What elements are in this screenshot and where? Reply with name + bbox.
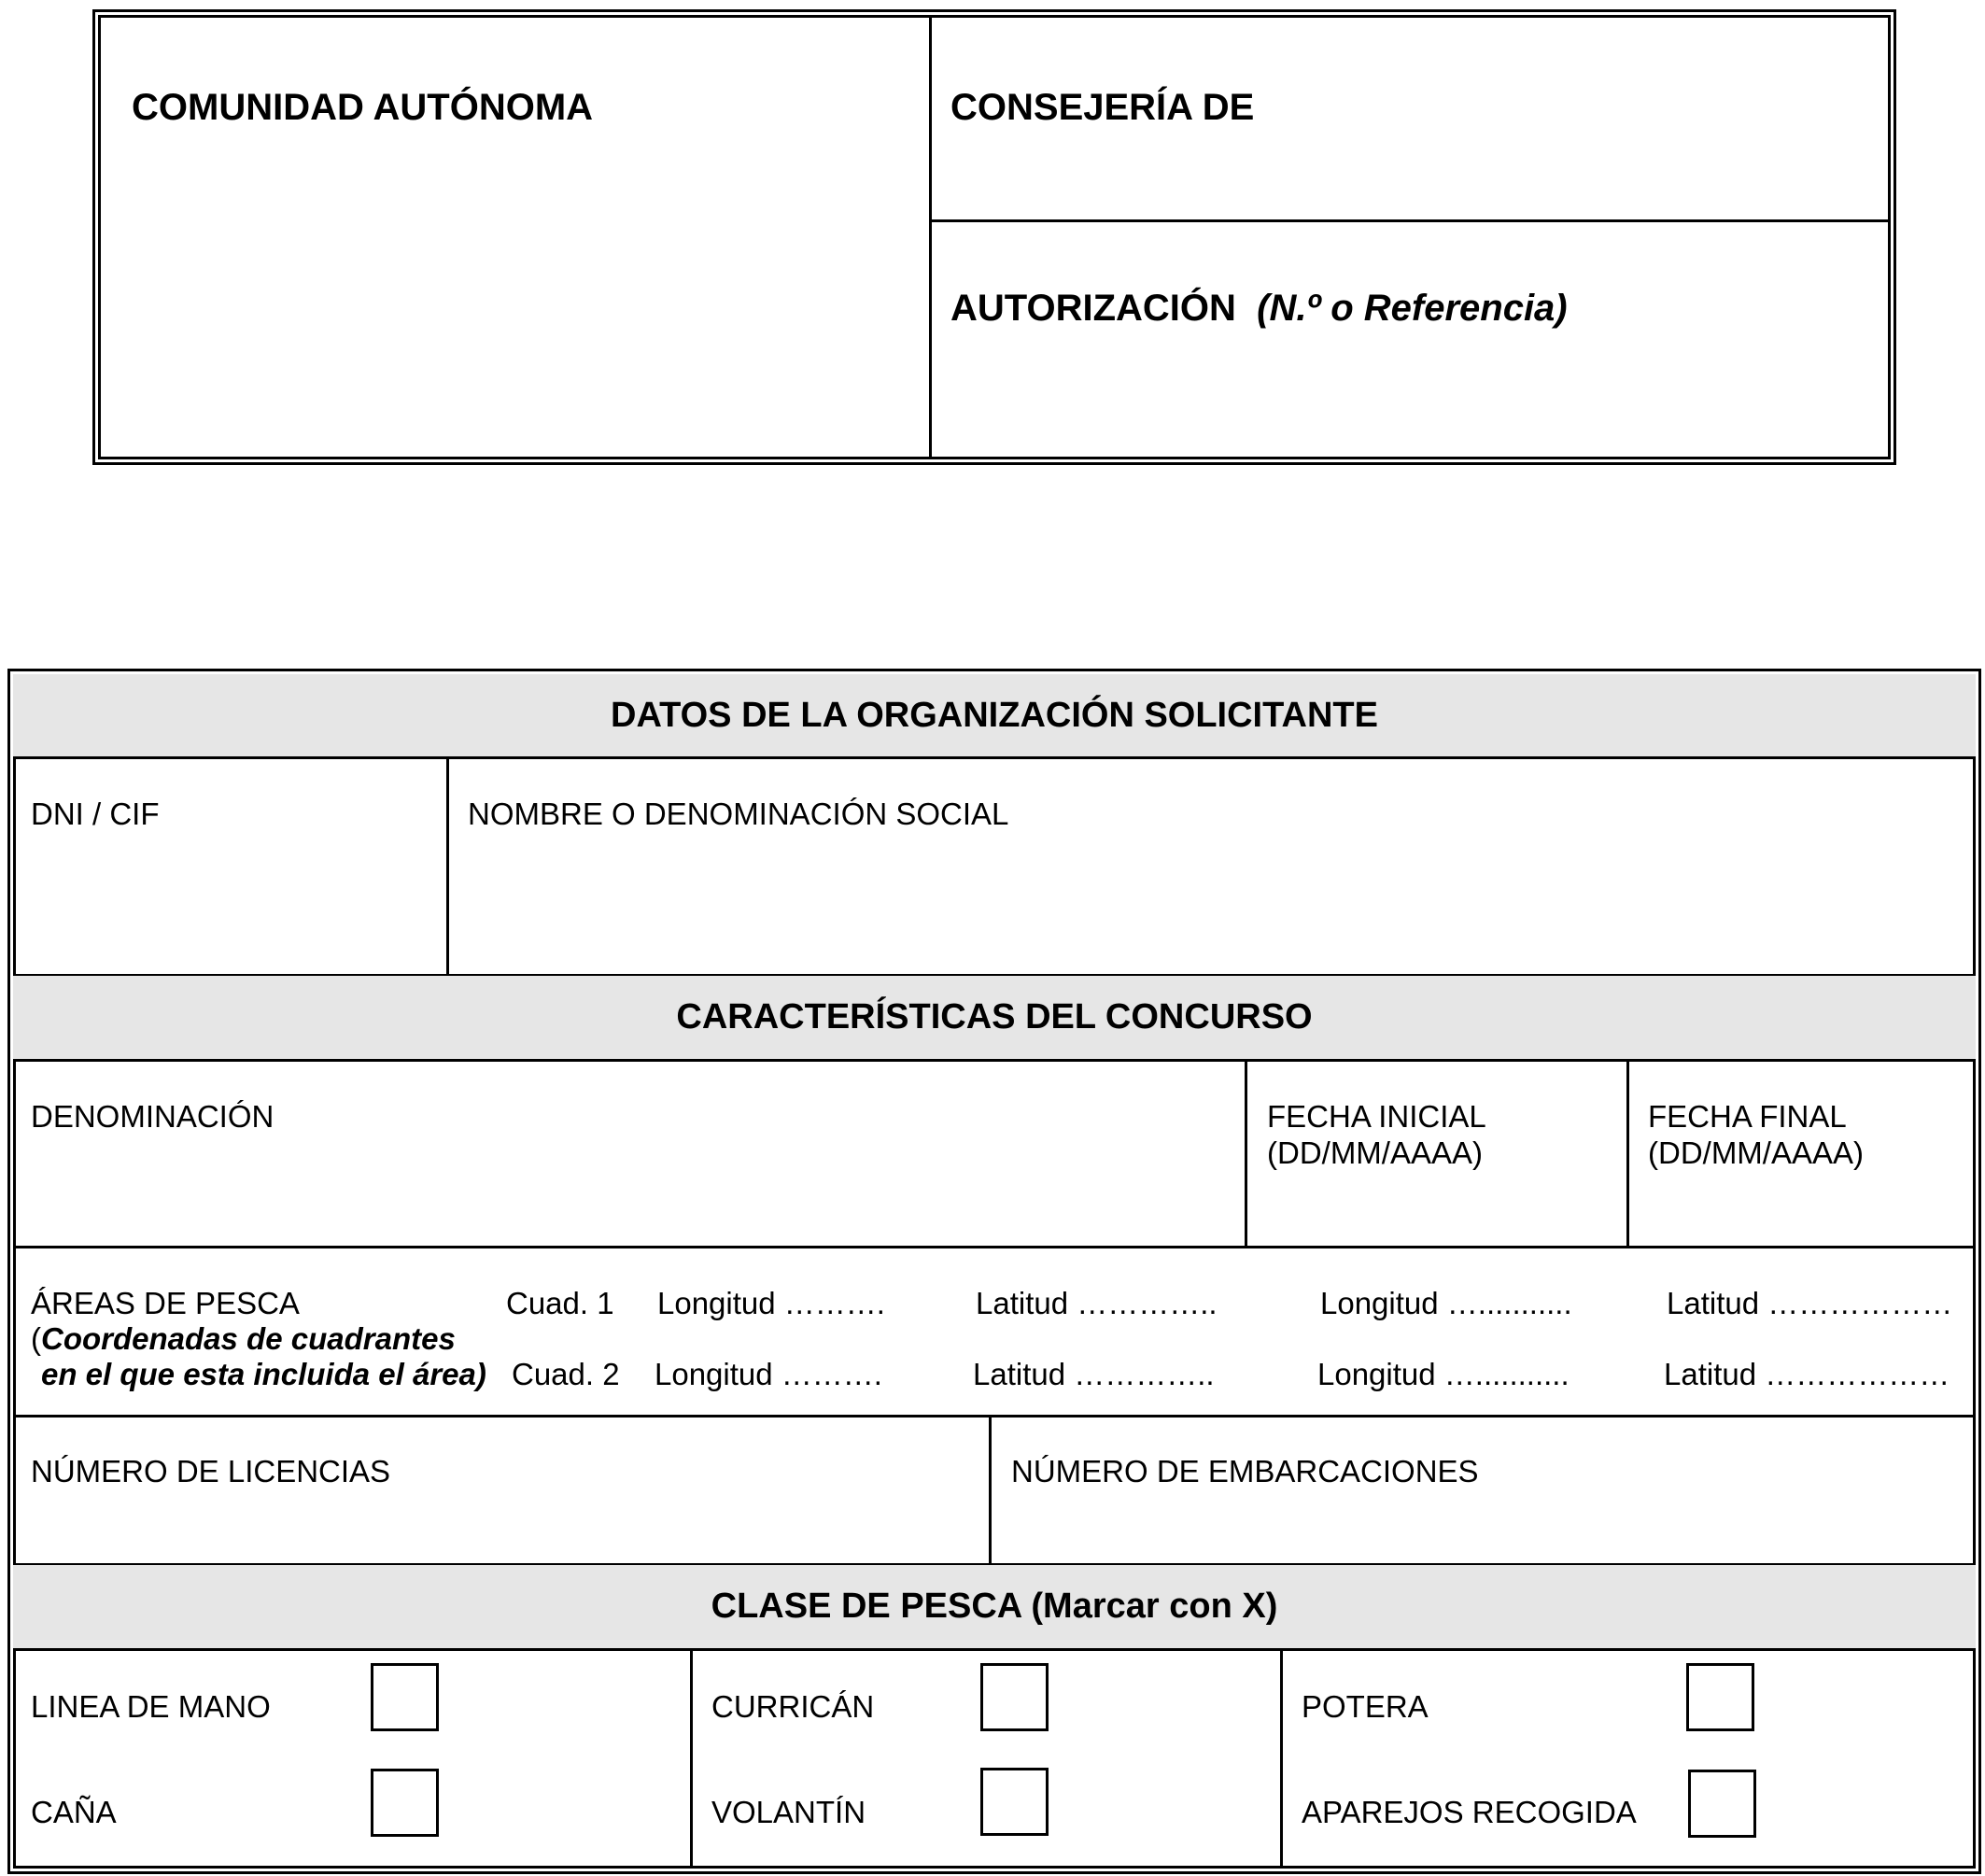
cana-checkbox[interactable] [371,1769,439,1837]
header-divider-horizontal [931,219,1891,222]
potera-label: POTERA [1302,1689,1429,1724]
volantin-label: VOLANTÍN [711,1795,866,1829]
cuadrante-1-label: Cuad. 1 [506,1286,614,1320]
divider-fechas [1626,1062,1629,1247]
numero-embarcaciones-label: NÚMERO DE EMBARCACIONES [1011,1454,1479,1488]
consejeria-label: CONSEJERÍA DE [950,87,1255,128]
areas-pesca-note [31,1320,456,1357]
areas-note-line2: en el que esta incluida el área) [41,1357,486,1391]
areas-note-paren: ( [31,1321,41,1356]
section-header-organizacion: DATOS DE LA ORGANIZACIÓN SOLICITANTE [13,674,1976,759]
cuadrante-2-latitud-a: Latitud ………….. [973,1357,1215,1391]
section-header-concurso: CARACTERÍSTICAS DEL CONCURSO [13,976,1976,1062]
divider-clase-col-2 [1280,1651,1283,1869]
section-header-clase-pesca: CLASE DE PESCA (Marcar con X) [13,1565,1976,1651]
autorizacion-title: AUTORIZACIÓN [950,288,1236,329]
cuadrante-1-latitud-b: Latitud ……………… [1667,1286,1953,1320]
fecha-final-label: FECHA FINAL [1648,1099,1847,1134]
divider-dni-nombre [446,759,449,976]
cana-label: CAÑA [31,1795,117,1829]
linea-de-mano-checkbox[interactable] [371,1663,439,1731]
divider-line [13,1246,1976,1248]
nombre-denominacion-label: NOMBRE O DENOMINACIÓN SOCIAL [468,797,1009,831]
currican-checkbox[interactable] [980,1663,1049,1731]
cuadrante-2-longitud-b: Longitud …........... [1317,1357,1570,1391]
currican-label: CURRICÁN [711,1689,875,1724]
autorizacion-label [950,289,1568,327]
cuadrante-2-longitud-a: Longitud ………. [655,1357,882,1391]
denominacion-label: DENOMINACIÓN [31,1099,275,1134]
fecha-inicial-format: (DD/MM/AAAA) [1267,1135,1483,1170]
cuadrante-1-longitud-b: Longitud …........... [1320,1286,1572,1320]
potera-checkbox[interactable] [1686,1663,1754,1731]
fecha-inicial-label: FECHA INICIAL [1267,1099,1486,1134]
cuadrante-1-longitud-a: Longitud ………. [657,1286,885,1320]
divider-line [13,1415,1976,1418]
aparejos-recogida-label: APAREJOS RECOGIDA [1302,1795,1637,1829]
divider-denominacion-fecha [1245,1062,1247,1247]
numero-licencias-label: NÚMERO DE LICENCIAS [31,1454,391,1488]
cuadrante-2-latitud-b: Latitud ……………… [1664,1357,1950,1391]
fecha-final-format: (DD/MM/AAAA) [1648,1135,1864,1170]
cuadrante-1-latitud-a: Latitud ………….. [976,1286,1218,1320]
areas-note-line1: Coordenadas de cuadrantes [41,1321,456,1356]
divider-clase-col-1 [690,1651,693,1869]
divider-licencias-embarcaciones [989,1417,992,1564]
volantin-checkbox[interactable] [980,1768,1049,1836]
areas-pesca-label: ÁREAS DE PESCA [31,1286,300,1320]
cuadrante-2-label: Cuad. 2 [512,1357,620,1391]
dni-cif-label: DNI / CIF [31,797,160,831]
autorizacion-reference-note: (N.º o Referencia) [1257,288,1568,329]
header-box [98,15,1891,459]
header-divider-vertical [929,15,932,459]
linea-de-mano-label: LINEA DE MANO [31,1689,271,1724]
aparejos-recogida-checkbox[interactable] [1688,1770,1756,1838]
comunidad-autonoma-label: COMUNIDAD AUTÓNOMA [132,87,594,128]
